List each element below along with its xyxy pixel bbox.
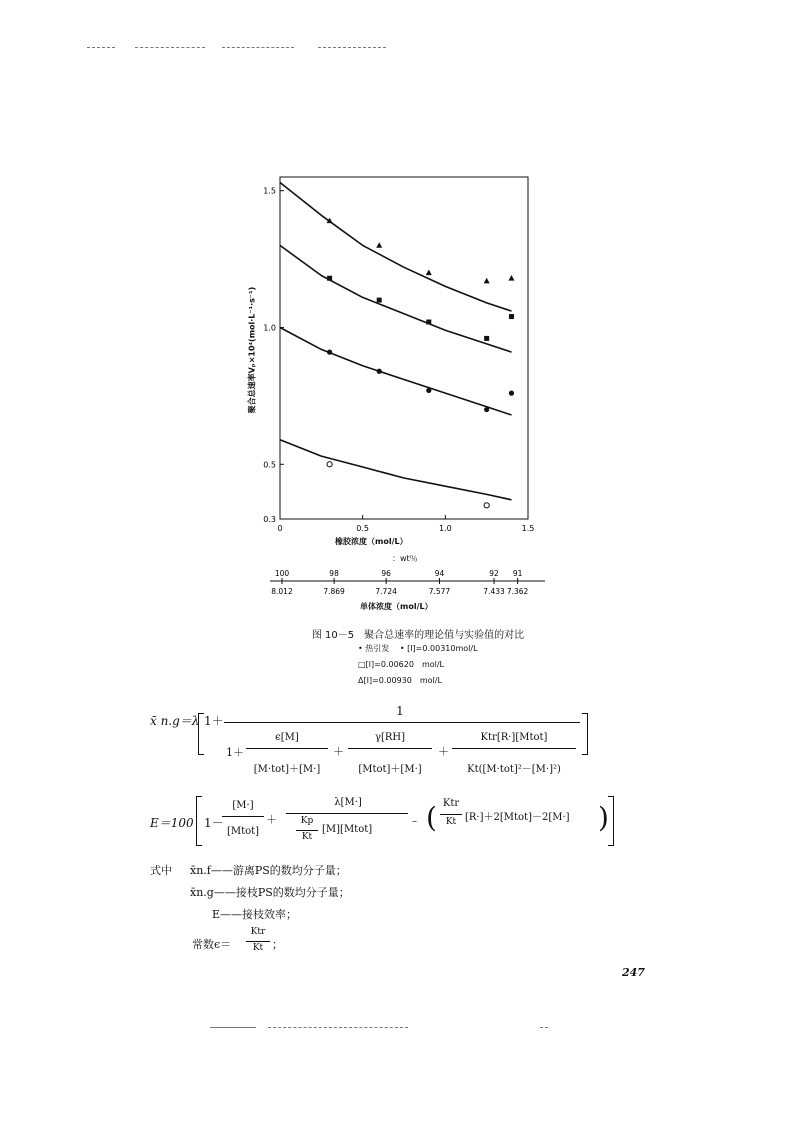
scan-artifact-dash — [540, 1027, 548, 1028]
scan-artifact-dash — [210, 1027, 256, 1028]
eq1-right-bracket — [582, 713, 588, 755]
monomer-tick-label: 7.869 — [323, 587, 345, 596]
y-tick-label: 0.3 — [263, 515, 276, 524]
definition-constant-end: ； — [272, 938, 283, 951]
eq1-plus-1: ＋ — [333, 745, 344, 758]
series-1-point — [327, 462, 332, 467]
eq2-f3-inner-den: Kt — [445, 817, 457, 827]
definition-constant-den: Kt — [252, 943, 264, 953]
eq2-f2-den-kt: Kt — [301, 832, 313, 842]
series-4-point — [426, 270, 432, 276]
eq1-numerator: 1 — [396, 704, 404, 718]
series-4-point — [484, 278, 490, 284]
x-tick-label: 1.5 — [521, 524, 535, 533]
x-tick-label: 1.0 — [438, 524, 452, 533]
eq2-f3-rest: [R·]＋2[Mtot]－2[M·] — [465, 812, 570, 823]
scan-artifact-dash — [268, 1027, 408, 1028]
y-axis-title: 聚合总速率Vₚ×10⁴(mol·L⁻¹·s⁻¹) — [247, 286, 257, 414]
eq2-left-bracket — [196, 796, 202, 846]
eq1-f3-bar — [452, 748, 576, 749]
series-3-point — [377, 298, 382, 303]
definition-efficiency: E——接枝效率； — [212, 908, 298, 921]
eq2-one-minus: 1－ — [204, 816, 224, 830]
series-1-point — [484, 503, 489, 508]
definition-constant: 常数ϵ＝ — [192, 938, 232, 951]
definitions-intro: 式中 — [150, 864, 172, 877]
eq1-plus-2: ＋ — [438, 745, 449, 758]
y-tick-label: 1.5 — [263, 186, 276, 196]
eq2-close-paren: ) — [598, 801, 609, 834]
eq2-dash: – — [412, 816, 417, 827]
legend-series-1: • [I]=0.00310mol/L — [399, 644, 478, 653]
eq2-f2-bar — [286, 813, 408, 814]
eq1-f1-den: [M·tot]＋[M·] — [253, 764, 321, 775]
eq2-f3-inner-bar — [440, 814, 462, 815]
eq2-f1-num: [M·] — [232, 800, 254, 811]
monomer-tick-label: 8.012 — [271, 587, 293, 596]
eq1-main-fraction-bar — [224, 722, 580, 723]
series-3-point — [509, 314, 514, 319]
series-2-point — [377, 369, 382, 374]
eq2-f1-den: [Mtot] — [226, 826, 260, 837]
series-3-point — [484, 336, 489, 341]
definition-constant-num: Ktr — [250, 927, 266, 937]
monomer-tick-label: 7.724 — [375, 587, 397, 596]
eq1-f1-num: ϵ[M] — [275, 732, 299, 743]
wt-tick-label: 92 — [489, 569, 499, 578]
legend-series-3: Δ[I]=0.00930 mol/L — [358, 676, 442, 685]
figure-caption: 图 10－5 聚合总速率的理论值与实验值的对比 — [311, 630, 525, 641]
legend-thermal: • 热引发 — [358, 644, 390, 653]
eq1-f2-den: [Mtot]＋[M·] — [358, 764, 422, 775]
series-4-curve — [280, 183, 512, 312]
eq1-f3-num: Ktr[R·][Mtot] — [480, 732, 548, 743]
eq1-f3-den: Kt([M·tot]²－[M·]²) — [467, 764, 561, 775]
eq1-f2-bar — [348, 748, 432, 749]
eq2-f2-den-bar — [296, 830, 318, 831]
eq1-f1-bar — [246, 748, 328, 749]
eq2-f1-bar — [222, 816, 264, 817]
series-3-point — [426, 320, 431, 325]
series-2-point — [509, 391, 514, 396]
monomer-tick-label: 7.577 — [428, 587, 451, 596]
definition-grafted-ps: x̄n.g——接枝PS的数均分子量； — [190, 886, 350, 899]
series-2-point — [426, 388, 431, 393]
monomer-tick-label: 7.433 — [483, 587, 505, 596]
eq2-right-bracket — [608, 796, 614, 846]
wt-tick-label: 94 — [434, 569, 445, 578]
legend-series-2: □[I]=0.00620 mol/L — [358, 660, 445, 669]
eq2-f2-den-kp: Kp — [300, 816, 314, 826]
series-2-point — [484, 407, 489, 412]
x-axis-title: 橡胶浓度（mol/L） — [335, 537, 408, 546]
eq2-plus: ＋ — [266, 813, 277, 826]
eq2-lhs: E＝100 — [150, 816, 194, 830]
eq2-open-paren: ( — [426, 801, 437, 834]
eq2-f3-inner-num: Ktr — [442, 798, 460, 809]
page-number: 247 — [622, 966, 645, 979]
definition-constant-bar — [246, 941, 270, 942]
wt-tick-label: 100 — [274, 569, 290, 578]
y-tick-label: 1.0 — [263, 323, 276, 333]
series-4-point — [508, 275, 514, 281]
series-4-point — [376, 242, 382, 248]
eq1-den-one-plus: 1＋ — [226, 746, 244, 759]
x-tick-label: 0 — [277, 524, 283, 533]
monomer-tick-label: 7.362 — [506, 587, 529, 596]
eq2-f2-num: λ[M·] — [334, 797, 362, 808]
wt-tick-label: 91 — [512, 569, 523, 578]
wt-axis-title: ：wt％ — [392, 554, 418, 563]
monomer-axis-title: 单体浓度（mol/L） — [360, 602, 433, 611]
eq1-one-plus: 1＋ — [204, 714, 224, 728]
eq1-f2-num: γ[RH] — [374, 732, 406, 743]
series-3-point — [327, 276, 332, 281]
series-2-point — [327, 350, 332, 355]
definition-free-ps: x̄n.f——游离PS的数均分子量； — [190, 864, 347, 877]
legend-line-1 — [358, 643, 478, 654]
x-tick-label: 0.5 — [356, 524, 370, 533]
series-1-curve — [280, 440, 512, 500]
eq2-f2-den-rest: [M][Mtot] — [322, 824, 373, 835]
eq1-lhs: x̄ n.g＝λ — [150, 714, 200, 728]
wt-tick-label: 98 — [329, 569, 339, 578]
y-tick-label: 0.5 — [263, 460, 276, 470]
wt-tick-label: 96 — [381, 569, 391, 578]
